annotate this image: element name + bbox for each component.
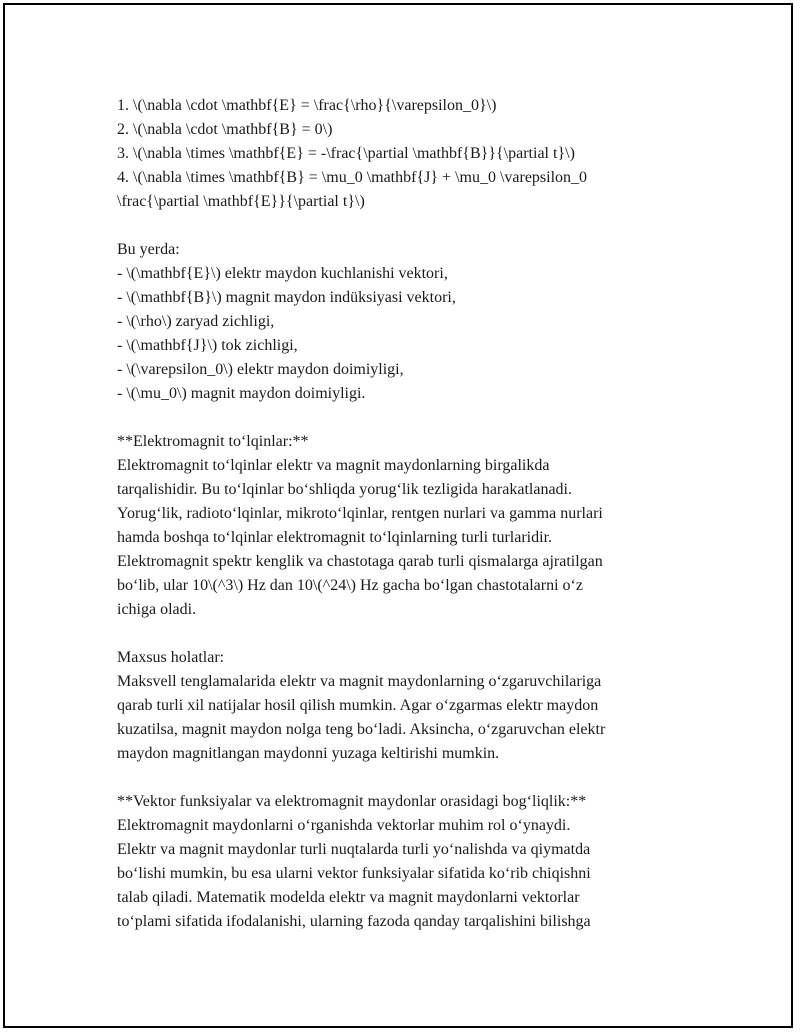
special-cases-line: maydon magnitlangan maydonni yuzaga keltirishi mumkin. <box>117 745 500 762</box>
vectors-line: to‘plami sifatida ifodalanishi, ularning fazoda qanday tarqalishini bilishga <box>117 913 591 930</box>
special-cases-line: Maksvell tenglamalarida elektr va magnit maydonlarning o‘zgaruvchilariga <box>117 673 602 690</box>
waves-line: bo‘lib, ular 10\(^3\) Hz dan 10\(^24\) Hz gacha bo‘lgan chastotalarni o‘z <box>117 577 583 594</box>
equation-4-continued: \frac{\partial \mathbf{E}}{\partial t}\) <box>117 193 365 210</box>
waves-line: ichiga oladi. <box>117 601 197 618</box>
equation-3: 3. \(\nabla \times \mathbf{E} = -\frac{\partial \mathbf{B}}{\partial t}\) <box>117 145 575 162</box>
paragraph-gap <box>117 622 687 646</box>
equation-1: 1. \(\nabla \cdot \mathbf{E} = \frac{\rho}{\varepsilon_0}\) <box>117 97 497 114</box>
definition-item-b: - \(\mathbf{B}\) magnit maydon indüksiyasi vektori, <box>117 289 456 306</box>
vectors-line: bo‘lishi mumkin, bu esa ularni vektor funksiyalar sifatida ko‘rib chiqishni <box>117 865 591 882</box>
paragraph-gap <box>117 406 687 430</box>
waves-line: hamda boshqa to‘lqinlar elektromagnit to‘lqinlarning turli turlaridir. <box>117 529 553 546</box>
definition-item-epsilon: - \(\varepsilon_0\) elektr maydon doimiyligi, <box>117 361 404 378</box>
waves-line: Yorug‘lik, radioto‘lqinlar, mikroto‘lqinlar, rentgen nurlari va gamma nurlari <box>117 505 603 522</box>
vectors-line: Elektr va magnit maydonlar turli nuqtalarda turli yo‘nalishda va qiymatda <box>117 841 591 858</box>
waves-line: Elektromagnit to‘lqinlar elektr va magnit maydonlarning birgalikda <box>117 457 550 474</box>
equation-list <box>117 94 687 214</box>
waves-section <box>117 430 687 622</box>
special-cases-heading: Maxsus holatlar: <box>117 649 225 666</box>
definition-item-rho: - \(\rho\) zaryad zichligi, <box>117 313 275 330</box>
equation-2: 2. \(\nabla \cdot \mathbf{B} = 0\) <box>117 121 333 138</box>
paragraph-gap <box>117 214 687 238</box>
special-cases-line: kuzatilsa, magnit maydon nolga teng bo‘ladi. Aksincha, o‘zgaruvchan elektr <box>117 721 606 738</box>
definitions-section <box>117 238 687 406</box>
vectors-line: Elektromagnit maydonlarni o‘rganishda vektorlar muhim rol o‘ynaydi. <box>117 817 571 834</box>
definition-item-mu: - \(\mu_0\) magnit maydon doimiyligi. <box>117 385 366 402</box>
definition-item-j: - \(\mathbf{J}\) tok zichligi, <box>117 337 298 354</box>
waves-line: Elektromagnit spektr kenglik va chastotaga qarab turli qismalarga ajratilgan <box>117 553 603 570</box>
waves-heading: **Elektromagnit to‘lqinlar:** <box>117 433 309 450</box>
special-cases-section <box>117 646 687 766</box>
definitions-intro: Bu yerda: <box>117 241 180 258</box>
waves-line: tarqalishidir. Bu to‘lqinlar bo‘shliqda yorug‘lik tezligida harakatlanadi. <box>117 481 572 498</box>
vectors-section <box>117 790 687 934</box>
document-body <box>117 94 687 934</box>
paragraph-gap <box>117 766 687 790</box>
definition-item-e: - \(\mathbf{E}\) elektr maydon kuchlanishi vektori, <box>117 265 448 282</box>
vectors-heading: **Vektor funksiyalar va elektromagnit maydonlar orasidagi bog‘liqlik:** <box>117 793 587 810</box>
equation-4: 4. \(\nabla \times \mathbf{B} = \mu_0 \mathbf{J} + \mu_0 \varepsilon_0 <box>117 169 588 186</box>
special-cases-line: qarab turli xil natijalar hosil qilish mumkin. Agar o‘zgarmas elektr maydon <box>117 697 599 714</box>
vectors-line: talab qiladi. Matematik modelda elektr va magnit maydonlarni vektorlar <box>117 889 580 906</box>
